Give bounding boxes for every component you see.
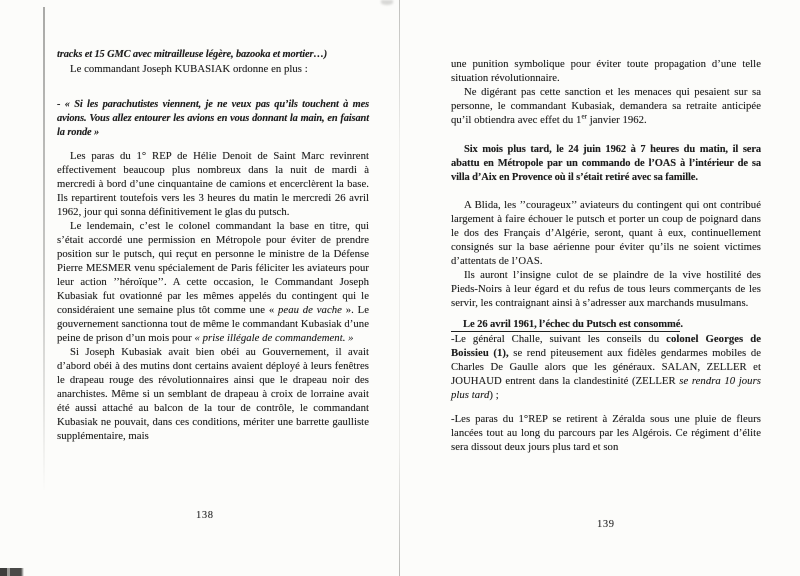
text-run: Ils auront l’insigne culot de se plaindre de la vive hostilité des Pieds-Noirs à leur égard et du refus de tous leurs commerçants de les servir, les contraignant ainsi à s’adresser aux marchands musulmans. [451, 269, 761, 309]
text-run: -Les paras du 1°REP se retirent à Zéralda sous une pluie de fleurs lancées tout au long du parcours par les Algérois. Ce régiment d’élite sera dissout deux jours plus tard et son [451, 413, 761, 453]
paragraph [451, 268, 761, 310]
text-run: Six mois plus tard, le 24 juin 1962 à 7 heures du matin, il sera abattu en Métropole par un commando de l’OAS à l’intérieur de sa villa d’Aix en Provence où il s’était retiré avec sa famille. [451, 144, 761, 183]
paragraph [57, 219, 369, 345]
text-run: -Le général Challe, suivant les conseils du [451, 333, 667, 345]
text-run: - « Si les parachutistes viennent, je ne veux pas qu’ils touchent à mes avions. Vous allez entourer les avions en vous donnant la main, en faisant la ronde » [57, 99, 369, 138]
heading-underlined-text: Le 26 avril 1961, l’échec du Putsch est consommé [451, 319, 680, 332]
text-run-italic: se rendra 10 jours plus tard [451, 375, 761, 401]
text-run: tracks et 15 GMC avec mitrailleuse légère, bazooka et mortier…) [57, 49, 328, 60]
page-number-left: 138 [196, 510, 214, 521]
text-run: ) ; [489, 389, 499, 401]
list-item-paragraph [451, 332, 761, 402]
text-run: janvier 1962. [587, 114, 647, 126]
text-run: Les paras du 1° REP de Hélie Denoit de Saint Marc revinrent effectivement beaucoup plus nombreux dans la nuit de mardi à mercredi à bord d’une cinquantaine de camions et encerclèrent la base. Ils repartirent toutefois vers les 3 heures du matin le mercredi 26 avril 1962, jour qui sonna définitivement le glas du putsch. [57, 150, 369, 218]
paragraph [57, 62, 369, 76]
paragraph [451, 198, 761, 268]
text-run: se rend piteusement aux fidèles gendarmes mobiles de Charles De Gaulle alors que les généraux. SALAN, ZELLER et JOUHAUD entrent dans la clandestinité (ZELLER [451, 347, 762, 387]
text-run: . [680, 319, 683, 330]
paragraph [57, 345, 369, 443]
text-run: Si Joseph Kubasiak avait bien obéi au Gouvernement, il avait d’abord obéi à des mutins dont certains avaient déployé à leurs fenêtres le drapeau rouge des révolutionnaires ainsi que le drapeau noir des anarchistes. Même si un semblant de drapeau à croix de lorraine avait été aussi attaché au balcon de la tour de contrôle, le commandant Kubasiak ne pouvait, dans ces conditions, mériter une barrette gaulliste supplémentaire, mais [57, 346, 369, 442]
page-gutter-shadow [399, 0, 400, 576]
text-run-italic: peau de vache [278, 304, 342, 316]
text-run: Le commandant Joseph KUBASIAK ordonne en plus : [70, 63, 308, 75]
paragraph [451, 57, 761, 85]
text-run: A Blida, les ’’courageux’’ aviateurs du contingent qui ont contribué largement à faire échouer le putsch et porter un coup de poignard dans le dos des Français d’Algérie, seront, quant à eux, continuellement consignés sur la base aérienne pour éviter qu’ils ne soient victimes d’attentats de l’OAS. [451, 199, 761, 267]
text-run-bold: colonel Georges de Boissieu (1), [451, 333, 761, 359]
paragraph [451, 85, 761, 127]
emphasis-paragraph [451, 143, 761, 185]
text-run: Le lendemain, c’est le colonel commandant la base en titre, qui s’était accordé une permission en Métropole pour éviter de prendre position sur le putsch, qui reçut en personne le ministre de la Défense Pierre MESMER venu spécialement de Paris féliciter les aviateurs pour leur action ’’héroïque’’. A cette occasion, le Commandant Joseph Kubasiak fut ovationné par les mêmes appelés du contingent qui le considéraient une semaine plus tôt comme une « [57, 220, 369, 316]
page-left [57, 48, 369, 443]
text-run: Ne digérant pas cette sanction et les menaces qui pesaient sur sa personne, le commandant Kubasiak, demandera sa retraite anticipée qu’il obtiendra avec effet du 1 [451, 86, 761, 126]
block-quote [57, 98, 369, 140]
scan-top-smudge [381, 0, 393, 5]
text-run-italic: « prise illégale de commandement. » [194, 332, 354, 344]
paragraph [57, 149, 369, 219]
ordinal-superscript: er [581, 112, 587, 121]
list-item-paragraph [451, 412, 761, 454]
text-run: ». Le gouvernement sanctionna tout de même le commandant Kubasiak d’une peine de prison d’un mois pour [57, 304, 370, 344]
text-run: une punition symbolique pour éviter toute propagation d’une telle situation révolutionnaire. [451, 58, 761, 84]
paragraph [57, 48, 369, 62]
page-number-right: 139 [597, 519, 615, 530]
section-heading [451, 318, 761, 332]
scan-edge-line [43, 7, 45, 493]
scan-corner-mark [0, 568, 24, 576]
page-right [451, 57, 761, 454]
